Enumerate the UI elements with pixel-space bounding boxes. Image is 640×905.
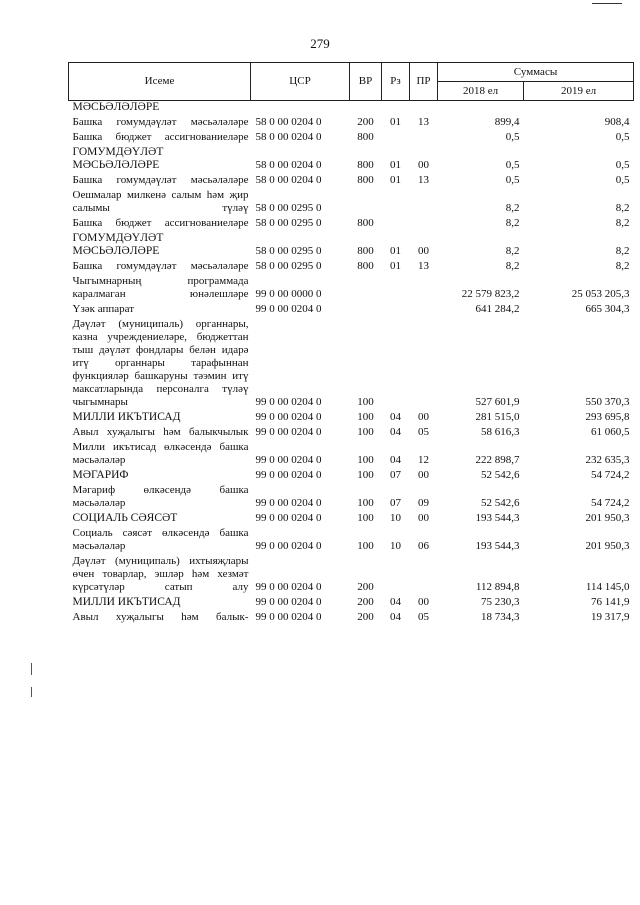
cell-s2019: 0,5 bbox=[615, 159, 630, 171]
cell-s2018: 52 542,6 bbox=[481, 469, 520, 481]
table-row bbox=[69, 101, 634, 117]
cell-s2018: 281 515,0 bbox=[475, 411, 520, 423]
cell-s2018: 22 579 823,2 bbox=[461, 288, 520, 300]
cell-s2018: 899,4 bbox=[494, 116, 520, 128]
cell-vr: 100 bbox=[357, 540, 374, 552]
cell-rz: 07 bbox=[390, 497, 401, 509]
table-row bbox=[69, 512, 634, 527]
cell-s2018: 8,2 bbox=[505, 260, 520, 272]
cell-name: Башка бюджет ассигнованиеләре bbox=[72, 217, 249, 229]
cell-s2018: 52 542,6 bbox=[481, 497, 520, 509]
cell-name: Чыгымнарның программада каралмаган юнәлешләре bbox=[72, 275, 249, 300]
cell-pr: 00 bbox=[418, 245, 429, 257]
cell-rz: 07 bbox=[390, 469, 401, 481]
table-header bbox=[69, 63, 634, 101]
cell-vr: 200 bbox=[357, 581, 374, 593]
cell-pr: 13 bbox=[418, 260, 429, 272]
cell-name: Авыл хуҗалыгы һәм балык- bbox=[72, 611, 249, 623]
cell-vr: 800 bbox=[357, 159, 374, 171]
cell-csr: 58 0 00 0204 0 bbox=[255, 116, 322, 128]
cell-pr: 00 bbox=[418, 596, 429, 608]
cell-pr: 13 bbox=[418, 116, 429, 128]
cell-s2019: 19 317,9 bbox=[591, 611, 630, 623]
cell-pr bbox=[410, 217, 438, 232]
cell-s2019: 8,2 bbox=[615, 217, 630, 229]
cell-pr: 12 bbox=[418, 454, 429, 466]
cell-vr: 800 bbox=[357, 217, 374, 229]
table-row bbox=[69, 411, 634, 426]
cell-name: Мәгариф өлкәсендә башка мәсьәләләр bbox=[72, 484, 249, 509]
cell-rz: 04 bbox=[390, 411, 401, 423]
cell-s2018: 58 616,3 bbox=[481, 426, 520, 438]
cell-s2018: 193 544,3 bbox=[475, 540, 520, 552]
table-row bbox=[69, 527, 634, 555]
cell-s2019: 25 053 205,3 bbox=[571, 288, 630, 300]
cell-pr: 06 bbox=[418, 540, 429, 552]
cell-csr: 99 0 00 0204 0 bbox=[255, 581, 322, 593]
cell-s2018: 75 230,3 bbox=[481, 596, 520, 608]
cell-vr: 200 bbox=[357, 611, 374, 623]
cell-rz bbox=[382, 189, 410, 217]
cell-name: ГОМУМДӘҮЛӘТ МӘСЬӘЛӘЛӘРЕ bbox=[72, 146, 164, 171]
cell-vr: 100 bbox=[357, 426, 374, 438]
cell-s2018: 112 894,8 bbox=[475, 581, 520, 593]
cell-pr bbox=[410, 555, 438, 596]
header-rz: Рз bbox=[382, 63, 410, 101]
cell-csr: 99 0 00 0204 0 bbox=[255, 303, 322, 315]
cell-s2018: 222 898,7 bbox=[475, 454, 520, 466]
header-2019: 2019 ел bbox=[524, 82, 634, 101]
cell-rz bbox=[382, 101, 410, 117]
cell-name: МИЛЛИ ИКЪТИСАД bbox=[72, 411, 181, 423]
cell-rz bbox=[382, 303, 410, 318]
cell-rz: 01 bbox=[390, 260, 401, 272]
margin-mark bbox=[31, 687, 32, 697]
cell-s2019: 665 304,3 bbox=[585, 303, 630, 315]
cell-vr: 100 bbox=[357, 469, 374, 481]
cell-csr: 99 0 00 0204 0 bbox=[255, 596, 322, 608]
cell-vr: 100 bbox=[357, 396, 374, 408]
cell-csr: 99 0 00 0000 0 bbox=[255, 288, 322, 300]
cell-name: Авыл хуҗалыгы һәм балыкчылык bbox=[72, 426, 249, 438]
cell-csr: 99 0 00 0204 0 bbox=[255, 469, 322, 481]
cell-vr: 100 bbox=[357, 512, 374, 524]
cell-csr bbox=[251, 101, 350, 117]
cell-s2018: 527 601,9 bbox=[475, 396, 520, 408]
cell-s2019: 54 724,2 bbox=[591, 469, 630, 481]
cell-name: СОЦИАЛЬ СӘЯСӘТ bbox=[72, 512, 178, 524]
cell-s2019: 8,2 bbox=[615, 260, 630, 272]
cell-csr: 58 0 00 0295 0 bbox=[255, 245, 322, 257]
cell-pr: 05 bbox=[418, 611, 429, 623]
cell-csr: 58 0 00 0204 0 bbox=[255, 131, 322, 143]
cell-s2019 bbox=[524, 101, 634, 117]
cell-name: Дәүләт (муниципаль) органнары, казна учреждениеләре, бюджеттан тыш дәүләт фондлары белән идарә итү органнары тарафыннан функцияләр башкаруны тәэмин итү максатларында персоналга түләү чыгымнары bbox=[72, 318, 249, 408]
cell-rz bbox=[382, 318, 410, 411]
cell-s2018: 193 544,3 bbox=[475, 512, 520, 524]
table-row bbox=[69, 146, 634, 174]
cell-pr: 00 bbox=[418, 159, 429, 171]
cell-name: ГОМУМДӘҮЛӘТ МӘСЬӘЛӘЛӘРЕ bbox=[72, 232, 164, 257]
cell-rz: 01 bbox=[390, 159, 401, 171]
cell-s2018: 8,2 bbox=[505, 245, 520, 257]
cell-csr: 58 0 00 0295 0 bbox=[255, 202, 322, 214]
cell-name: Дәүләт (муниципаль) ихтыяҗлары өчен товарлар, эшләр һәм хезмәт күрсәтүләр сатып алу bbox=[72, 555, 249, 593]
cell-rz: 10 bbox=[390, 512, 401, 524]
cell-s2018: 0,5 bbox=[505, 174, 520, 186]
cell-csr: 99 0 00 0204 0 bbox=[255, 497, 322, 509]
cell-s2019: 114 145,0 bbox=[585, 581, 630, 593]
cell-csr: 99 0 00 0204 0 bbox=[255, 540, 322, 552]
cell-s2019: 550 370,3 bbox=[585, 396, 630, 408]
cell-rz: 04 bbox=[390, 611, 401, 623]
table-row bbox=[69, 596, 634, 611]
cell-rz bbox=[382, 217, 410, 232]
cell-rz: 04 bbox=[390, 426, 401, 438]
cell-s2019: 232 635,3 bbox=[585, 454, 630, 466]
cell-pr: 00 bbox=[418, 512, 429, 524]
cell-s2019: 293 695,8 bbox=[585, 411, 630, 423]
cell-s2018: 0,5 bbox=[505, 131, 520, 143]
margin-mark bbox=[31, 663, 32, 675]
cell-pr: 13 bbox=[418, 174, 429, 186]
cell-rz bbox=[382, 131, 410, 146]
cell-vr bbox=[350, 275, 382, 303]
cell-name: МӘГАРИФ bbox=[72, 469, 129, 481]
cell-name: Социаль сәясәт өлкәсендә башка мәсьәләләр bbox=[72, 527, 249, 552]
cell-name: Башка гомумдәүләт мәсьәләләре bbox=[72, 116, 249, 128]
cell-csr: 58 0 00 0204 0 bbox=[255, 174, 322, 186]
table-row bbox=[69, 469, 634, 484]
cell-vr: 800 bbox=[357, 245, 374, 257]
table-row bbox=[69, 318, 634, 411]
cell-name: Башка гомумдәүләт мәсьәләләре bbox=[72, 174, 249, 186]
cell-s2018: 8,2 bbox=[505, 217, 520, 229]
table-row bbox=[69, 611, 634, 626]
cell-s2018: 18 734,3 bbox=[481, 611, 520, 623]
cell-name: Оешмалар милкенә салым һәм җир салымы түләү bbox=[72, 189, 249, 214]
cell-s2018: 8,2 bbox=[505, 202, 520, 214]
cell-s2019: 201 950,3 bbox=[585, 540, 630, 552]
cell-csr: 99 0 00 0204 0 bbox=[255, 512, 322, 524]
cell-s2019: 908,4 bbox=[604, 116, 630, 128]
cell-rz: 04 bbox=[390, 596, 401, 608]
cell-pr bbox=[410, 303, 438, 318]
table-row bbox=[69, 441, 634, 469]
cell-vr: 800 bbox=[357, 131, 374, 143]
cell-pr: 00 bbox=[418, 411, 429, 423]
cell-vr: 100 bbox=[357, 454, 374, 466]
cell-s2019: 61 060,5 bbox=[591, 426, 630, 438]
header-name: Исеме bbox=[69, 63, 251, 101]
cell-s2019: 76 141,9 bbox=[591, 596, 630, 608]
table-row bbox=[69, 426, 634, 441]
cell-vr bbox=[350, 303, 382, 318]
cell-rz: 01 bbox=[390, 245, 401, 257]
cell-vr bbox=[350, 189, 382, 217]
cell-vr: 200 bbox=[357, 116, 374, 128]
corner-rule bbox=[592, 3, 622, 4]
cell-name: Башка бюджет ассигнованиеләре bbox=[72, 131, 249, 143]
table-row bbox=[69, 189, 634, 217]
cell-vr: 100 bbox=[357, 411, 374, 423]
header-csr: ЦСР bbox=[251, 63, 350, 101]
cell-name: МИЛЛИ ИКЪТИСАД bbox=[72, 596, 181, 608]
table-row bbox=[69, 217, 634, 232]
cell-rz bbox=[382, 555, 410, 596]
cell-s2019: 0,5 bbox=[615, 174, 630, 186]
cell-vr: 800 bbox=[357, 174, 374, 186]
table-row bbox=[69, 260, 634, 275]
cell-name: МӘСЬӘЛӘЛӘРЕ bbox=[72, 101, 160, 113]
cell-name: Башка гомумдәүләт мәсьәләләре bbox=[72, 260, 249, 272]
cell-rz: 04 bbox=[390, 454, 401, 466]
cell-csr: 58 0 00 0295 0 bbox=[255, 217, 322, 229]
cell-pr: 05 bbox=[418, 426, 429, 438]
cell-csr: 58 0 00 0204 0 bbox=[255, 159, 322, 171]
cell-s2018 bbox=[438, 101, 524, 117]
cell-csr: 99 0 00 0204 0 bbox=[255, 426, 322, 438]
cell-name: Милли икътисад өлкәсендә башка мәсьәләләр bbox=[72, 441, 249, 466]
table-row bbox=[69, 275, 634, 303]
table-row bbox=[69, 174, 634, 189]
cell-pr bbox=[410, 189, 438, 217]
cell-pr: 09 bbox=[418, 497, 429, 509]
cell-s2018: 0,5 bbox=[505, 159, 520, 171]
budget-table bbox=[68, 62, 634, 626]
cell-rz: 10 bbox=[390, 540, 401, 552]
cell-pr bbox=[410, 318, 438, 411]
cell-vr bbox=[350, 101, 382, 117]
cell-rz bbox=[382, 275, 410, 303]
cell-s2019: 8,2 bbox=[615, 202, 630, 214]
cell-s2019: 201 950,3 bbox=[585, 512, 630, 524]
cell-pr bbox=[410, 275, 438, 303]
cell-csr: 99 0 00 0204 0 bbox=[255, 396, 322, 408]
table-row bbox=[69, 232, 634, 260]
cell-pr bbox=[410, 131, 438, 146]
cell-pr bbox=[410, 101, 438, 117]
header-2018: 2018 ел bbox=[438, 82, 524, 101]
header-sums: Суммасы bbox=[438, 63, 634, 82]
cell-csr: 99 0 00 0204 0 bbox=[255, 454, 322, 466]
table-row bbox=[69, 484, 634, 512]
cell-s2019: 54 724,2 bbox=[591, 497, 630, 509]
page-number: 279 bbox=[310, 36, 330, 51]
cell-pr: 00 bbox=[418, 469, 429, 481]
table-body bbox=[69, 101, 634, 627]
header-vr: ВР bbox=[350, 63, 382, 101]
cell-vr: 200 bbox=[357, 596, 374, 608]
cell-vr: 800 bbox=[357, 260, 374, 272]
cell-csr: 58 0 00 0295 0 bbox=[255, 260, 322, 272]
table-row bbox=[69, 131, 634, 146]
cell-s2019: 8,2 bbox=[615, 245, 630, 257]
header-pr: ПР bbox=[410, 63, 438, 101]
cell-rz: 01 bbox=[390, 174, 401, 186]
cell-name: Үзәк аппарат bbox=[72, 303, 135, 315]
cell-s2019: 0,5 bbox=[615, 131, 630, 143]
cell-vr: 100 bbox=[357, 497, 374, 509]
cell-csr: 99 0 00 0204 0 bbox=[255, 411, 322, 423]
table-row bbox=[69, 303, 634, 318]
table-row bbox=[69, 555, 634, 596]
cell-csr: 99 0 00 0204 0 bbox=[255, 611, 322, 623]
table-row bbox=[69, 116, 634, 131]
cell-rz: 01 bbox=[390, 116, 401, 128]
cell-s2018: 641 284,2 bbox=[475, 303, 520, 315]
